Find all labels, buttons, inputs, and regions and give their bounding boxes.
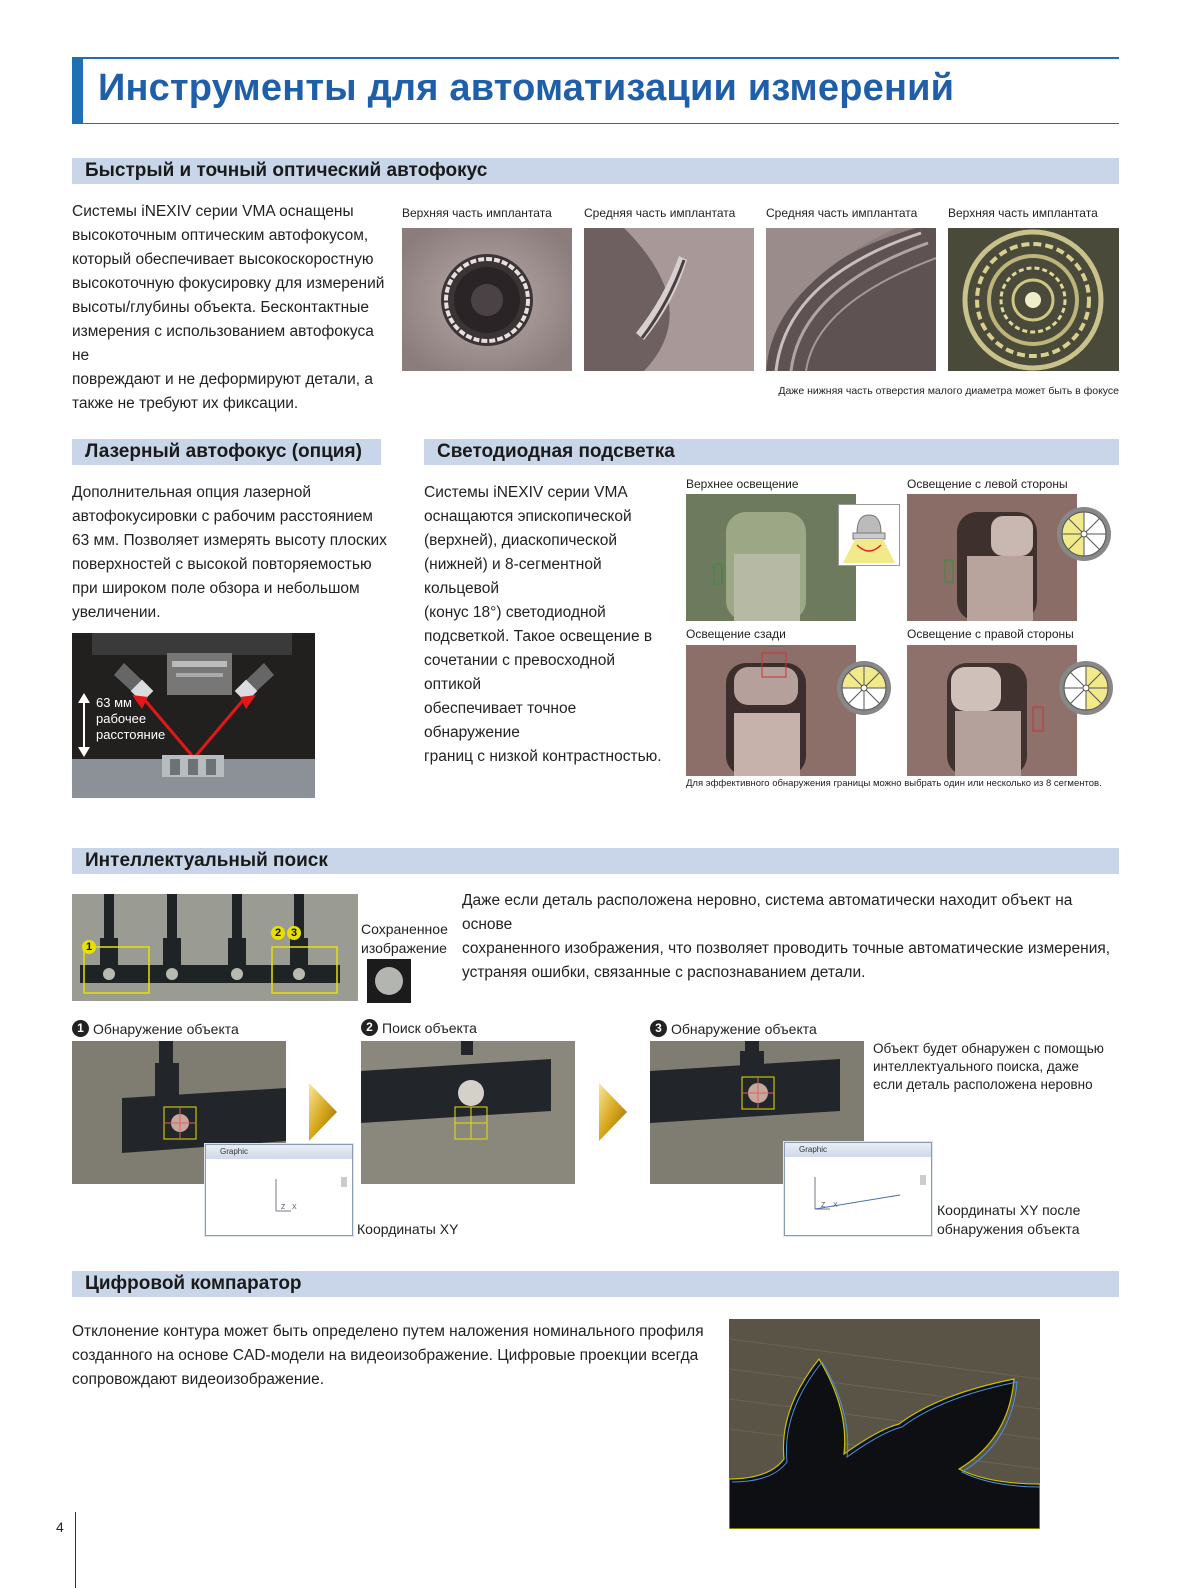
- step-number: 3: [650, 1020, 667, 1037]
- page-number: 4: [56, 1519, 64, 1535]
- ring-light-back-icon: [836, 660, 892, 716]
- xy-plot: [206, 1159, 352, 1233]
- marker-1: [82, 937, 96, 955]
- implant-caption-3: Средняя часть имплантата: [766, 206, 918, 220]
- led-note: Для эффективного обнаружения границы можно выбрать один или несколько из 8 сегментов.: [686, 778, 1102, 789]
- led-photo-right: [907, 645, 1077, 776]
- step-1-label: [72, 1020, 239, 1037]
- laser-diagram: [72, 633, 315, 798]
- laser-text: [72, 481, 392, 625]
- saved-image-label: [361, 920, 448, 958]
- next-step-arrow-icon: [599, 1083, 627, 1141]
- text-line: при широком поле обзора и небольшом: [72, 580, 360, 597]
- text-line: границ с низкой контрастностью.: [424, 748, 662, 765]
- search-text: [462, 889, 1122, 985]
- next-step-arrow-icon: [309, 1083, 337, 1141]
- xy-plot: [785, 1157, 931, 1233]
- title-accent: [72, 59, 83, 123]
- text-line: увеличении.: [72, 604, 161, 621]
- coords-label: Координаты XY: [357, 1221, 459, 1237]
- window-titlebar: Graphic: [785, 1143, 931, 1157]
- implant-photo-2: [584, 228, 754, 371]
- text-line: (верхней), диаскопической: [424, 532, 618, 549]
- text-line: сопровождают видеоизображение.: [72, 1371, 325, 1388]
- autofocus-note: Даже нижняя часть отверстия малого диаметра может быть в фокусе: [778, 385, 1119, 397]
- led-caption-right: Освещение с правой стороны: [907, 627, 1074, 641]
- page-title-bar: [72, 57, 1119, 124]
- ring-light-right-icon: [1058, 660, 1114, 716]
- led-caption-top: Верхнее освещение: [686, 477, 799, 491]
- text-line: поверхностей с высокой повторяемостью: [72, 556, 372, 573]
- section-heading-laser: Лазерный автофокус (опция): [72, 439, 381, 465]
- label-line: 63 мм: [96, 695, 132, 710]
- step-number: 1: [72, 1020, 89, 1037]
- label-line: Координаты XY после: [937, 1202, 1081, 1218]
- text-line: который обеспечивает высокоскоростную: [72, 251, 374, 268]
- implant-caption-1: Верхняя часть имплантата: [402, 206, 552, 220]
- text-line: измерения с использованием автофокуса не: [72, 323, 374, 364]
- text-line: сохраненного изображения, что позволяет проводить точные автоматические измерения,: [462, 940, 1111, 957]
- implant-photo-4: [948, 228, 1119, 371]
- text-line: Отклонение контура может быть определено путем наложения номинального профиля: [72, 1323, 704, 1340]
- result-note: [873, 1040, 1104, 1094]
- text-line: автофокусировки с рабочим расстоянием: [72, 508, 373, 525]
- text-line: Системы iNEXIV серии VMA оснащены: [72, 203, 354, 220]
- led-photo-left: [907, 494, 1077, 621]
- graphic-window-2: [784, 1142, 932, 1236]
- coords-after-label: [937, 1201, 1080, 1239]
- label-line: интеллектуального поиска, даже: [873, 1059, 1079, 1074]
- led-photo-top: [686, 494, 856, 621]
- text-line: (нижней) и 8-сегментной кольцевой: [424, 556, 602, 597]
- led-photo-back: [686, 645, 856, 776]
- marker-number: 3: [287, 926, 301, 940]
- svg-text:Z: Z: [281, 1204, 286, 1211]
- step-number: 2: [361, 1019, 378, 1036]
- label-line: рабочее: [96, 711, 147, 726]
- text-line: оснащаются эпископической: [424, 508, 632, 525]
- svg-text:X: X: [833, 1202, 838, 1209]
- text-line: сочетании с превосходной оптикой: [424, 652, 615, 693]
- text-line: Системы iNEXIV серии VMA: [424, 484, 628, 501]
- text-line: созданного на основе CAD-модели на видеоизображение. Цифровые проекции всегда: [72, 1347, 699, 1364]
- comparator-photo: [729, 1319, 1040, 1529]
- label-line: Сохраненное: [361, 921, 448, 937]
- footer-divider: [75, 1512, 76, 1588]
- led-caption-back: Освещение сзади: [686, 627, 786, 641]
- label-line: обнаружения объекта: [937, 1221, 1080, 1237]
- step-2-photo: [361, 1041, 575, 1184]
- step-2-label: [361, 1019, 477, 1036]
- implant-caption-4: Верхняя часть имплантата: [948, 206, 1098, 220]
- implant-photo-1: [402, 228, 572, 371]
- text-line: также не требуют их фиксации.: [72, 395, 299, 412]
- label-line: если деталь расположена неровно: [873, 1077, 1093, 1092]
- led-text: [424, 481, 674, 769]
- text-line: повреждают и не деформируют детали, а: [72, 371, 373, 388]
- marker-number: 1: [82, 940, 96, 954]
- text-line: высоты/глубины объекта. Бесконтактные: [72, 299, 369, 316]
- text-line: (конус 18°) светодиодной: [424, 604, 606, 621]
- label-line: Объект будет обнаружен с помощью: [873, 1041, 1104, 1056]
- step-3-label: [650, 1020, 817, 1037]
- implant-photo-3: [766, 228, 936, 371]
- page-title: Инструменты для автоматизации измерений: [98, 67, 955, 109]
- text-line: обеспечивает точное обнаружение: [424, 700, 577, 741]
- comparator-text: [72, 1320, 712, 1392]
- section-heading-comparator: Цифровой компаратор: [72, 1271, 1119, 1297]
- text-line: Даже если деталь расположена неровно, система автоматически находит объект на основе: [462, 892, 1073, 933]
- working-distance-label: [96, 695, 165, 743]
- step-text: Поиск объекта: [382, 1019, 477, 1036]
- marker-2-3: [271, 926, 301, 940]
- search-overview-photo: [72, 894, 358, 1001]
- step-text: Обнаружение объекта: [93, 1020, 239, 1037]
- text-line: подсветкой. Такое освещение в: [424, 628, 653, 645]
- text-line: 63 мм. Позволяет измерять высоту плоских: [72, 532, 387, 549]
- section-heading-search: Интеллектуальный поиск: [72, 848, 1119, 874]
- autofocus-text: [72, 200, 392, 416]
- graphic-window-1: [205, 1144, 353, 1236]
- text-line: Дополнительная опция лазерной: [72, 484, 312, 501]
- implant-caption-2: Средняя часть имплантата: [584, 206, 736, 220]
- marker-number: 2: [271, 926, 285, 940]
- text-line: устраняя ошибки, связанные с распознаванием детали.: [462, 964, 866, 981]
- label-line: изображение: [361, 940, 447, 956]
- svg-text:X: X: [292, 1204, 297, 1211]
- saved-image-thumbnail: [367, 959, 411, 1003]
- text-line: высокоточным оптическим автофокусом,: [72, 227, 369, 244]
- step-text: Обнаружение объекта: [671, 1020, 817, 1037]
- label-line: расстояние: [96, 727, 166, 742]
- svg-text:Z: Z: [821, 1202, 826, 1209]
- top-light-icon: [838, 504, 900, 566]
- window-titlebar: Graphic: [206, 1145, 352, 1159]
- led-caption-left: Освещение с левой стороны: [907, 477, 1068, 491]
- section-heading-autofocus: Быстрый и точный оптический автофокус: [72, 158, 1119, 184]
- ring-light-left-icon: [1056, 506, 1112, 562]
- text-line: высокоточную фокусировку для измерений: [72, 275, 385, 292]
- section-heading-led: Светодиодная подсветка: [424, 439, 1119, 465]
